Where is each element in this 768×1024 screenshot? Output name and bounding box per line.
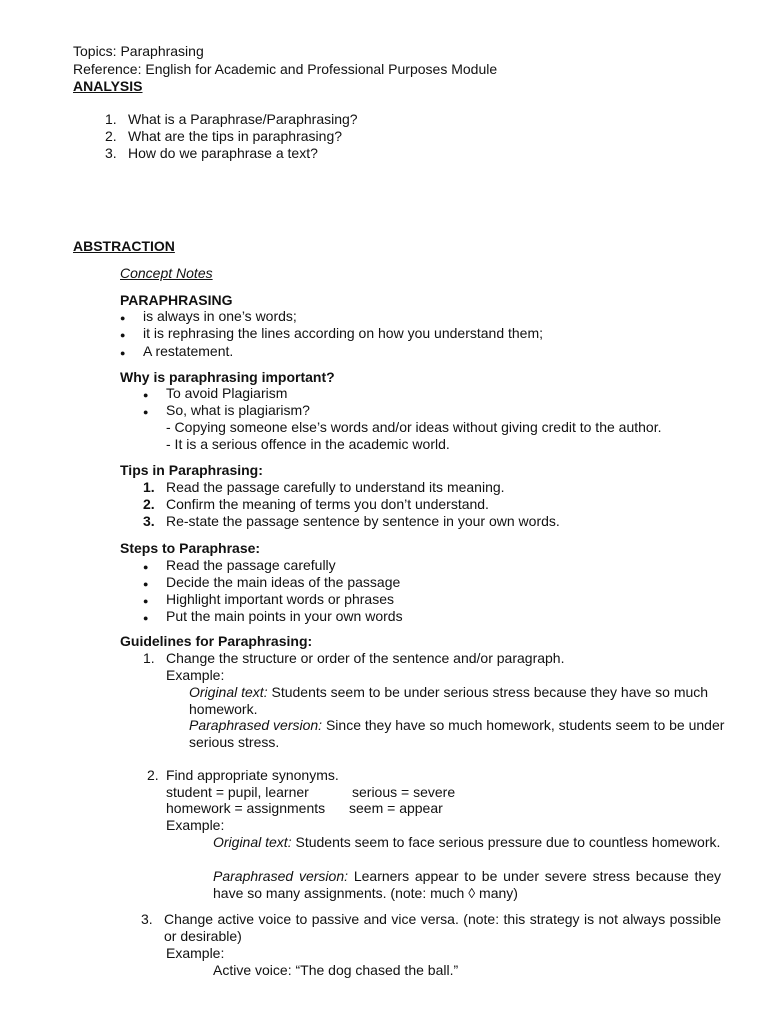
question-number: 1. <box>105 111 117 127</box>
tip-text: Re-state the passage sentence by sentence in your own words. <box>166 513 560 529</box>
example-label: Example: <box>166 667 225 683</box>
guideline-text: Find appropriate synonyms. <box>166 767 339 783</box>
example-label: Example: <box>166 817 225 833</box>
paraphrased-text: Learners appear to be under severe stress because they have so many assignments. (note: much ◊ many) <box>213 868 722 901</box>
abstraction-heading: ABSTRACTION <box>73 238 175 254</box>
reference-line: Reference: English for Academic and Professional Purposes Module <box>73 61 498 77</box>
question-text: What is a Paraphrase/Paraphrasing? <box>128 111 358 127</box>
paraphrasing-title: PARAPHRASING <box>120 292 233 308</box>
guidelines-title: Guidelines for Paraphrasing: <box>120 633 313 649</box>
why-title: Why is paraphrasing important? <box>120 369 335 385</box>
tip-number: 2. <box>143 496 155 512</box>
synonym-pair: serious = severe <box>352 784 456 800</box>
topics-line: Topics: Paraphrasing <box>73 43 204 59</box>
synonym-pair: homework = assignments <box>166 800 326 816</box>
original-text-block <box>213 834 721 851</box>
question-number: 2. <box>105 128 117 144</box>
bullet-icon: ● <box>143 390 149 400</box>
guideline-text: Change active voice to passive and vice versa. (note: this strategy is not always possible or desirable) <box>164 911 721 944</box>
guideline-number: 1. <box>143 650 155 666</box>
paraphrased-text: Since they have so much homework, students seem to be under serious stress. <box>189 717 725 750</box>
bullet-icon: ● <box>120 313 126 323</box>
original-text: Students seem to face serious pressure due to countless homework. <box>291 834 721 850</box>
bullet-icon: ● <box>143 579 149 589</box>
original-text: Students seem to be under serious stress because they have so much homework. <box>189 684 709 717</box>
original-text-label: Original text: <box>213 834 292 850</box>
list-item: it is rephrasing the lines according on how you understand them; <box>143 325 544 341</box>
bullet-icon: ● <box>143 613 149 623</box>
list-item: A restatement. <box>143 343 234 359</box>
question-text: What are the tips in paraphrasing? <box>128 128 343 144</box>
sub-item: - It is a serious offence in the academic world. <box>166 436 450 452</box>
paraphrased-version-label: Paraphrased version: <box>213 868 349 884</box>
sub-item: - Copying someone else’s words and/or ideas without giving credit to the author. <box>166 419 662 435</box>
active-voice-example: Active voice: “The dog chased the ball.” <box>213 962 459 978</box>
list-item: So, what is plagiarism? <box>166 402 310 418</box>
tip-number: 3. <box>143 513 155 529</box>
tip-text: Read the passage carefully to understand its meaning. <box>166 479 505 495</box>
analysis-heading: ANALYSIS <box>73 78 143 94</box>
original-text-block <box>189 684 729 718</box>
guideline-number: 2. <box>147 767 159 783</box>
list-item: Highlight important words or phrases <box>166 591 394 607</box>
example-label: Example: <box>166 945 225 961</box>
concept-notes-label: Concept Notes <box>120 265 213 281</box>
steps-title: Steps to Paraphrase: <box>120 540 261 556</box>
list-item: Decide the main ideas of the passage <box>166 574 401 590</box>
list-item: Put the main points in your own words <box>166 608 403 624</box>
bullet-icon: ● <box>143 407 149 417</box>
list-item: Read the passage carefully <box>166 557 336 573</box>
tips-title: Tips in Paraphrasing: <box>120 462 263 478</box>
paraphrased-version-label: Paraphrased version: <box>189 717 323 733</box>
tip-text: Confirm the meaning of terms you don’t understand. <box>166 496 489 512</box>
bullet-icon: ● <box>143 596 149 606</box>
tip-number: 1. <box>143 479 155 495</box>
question-text: How do we paraphrase a text? <box>128 145 318 161</box>
synonym-pair: seem = appear <box>349 800 443 816</box>
paraphrased-version-block <box>189 717 729 751</box>
guideline-number: 3. <box>141 911 153 927</box>
bullet-icon: ● <box>120 330 126 340</box>
bullet-icon: ● <box>120 348 126 358</box>
bullet-icon: ● <box>143 562 149 572</box>
original-text-label: Original text: <box>189 684 268 700</box>
paraphrased-version-block <box>213 868 721 902</box>
list-item: To avoid Plagiarism <box>166 385 288 401</box>
guideline-text: Change the structure or order of the sentence and/or paragraph. <box>166 650 565 666</box>
list-item: is always in one’s words; <box>143 308 297 324</box>
question-number: 3. <box>105 145 117 161</box>
synonym-pair: student = pupil, learner <box>166 784 309 800</box>
